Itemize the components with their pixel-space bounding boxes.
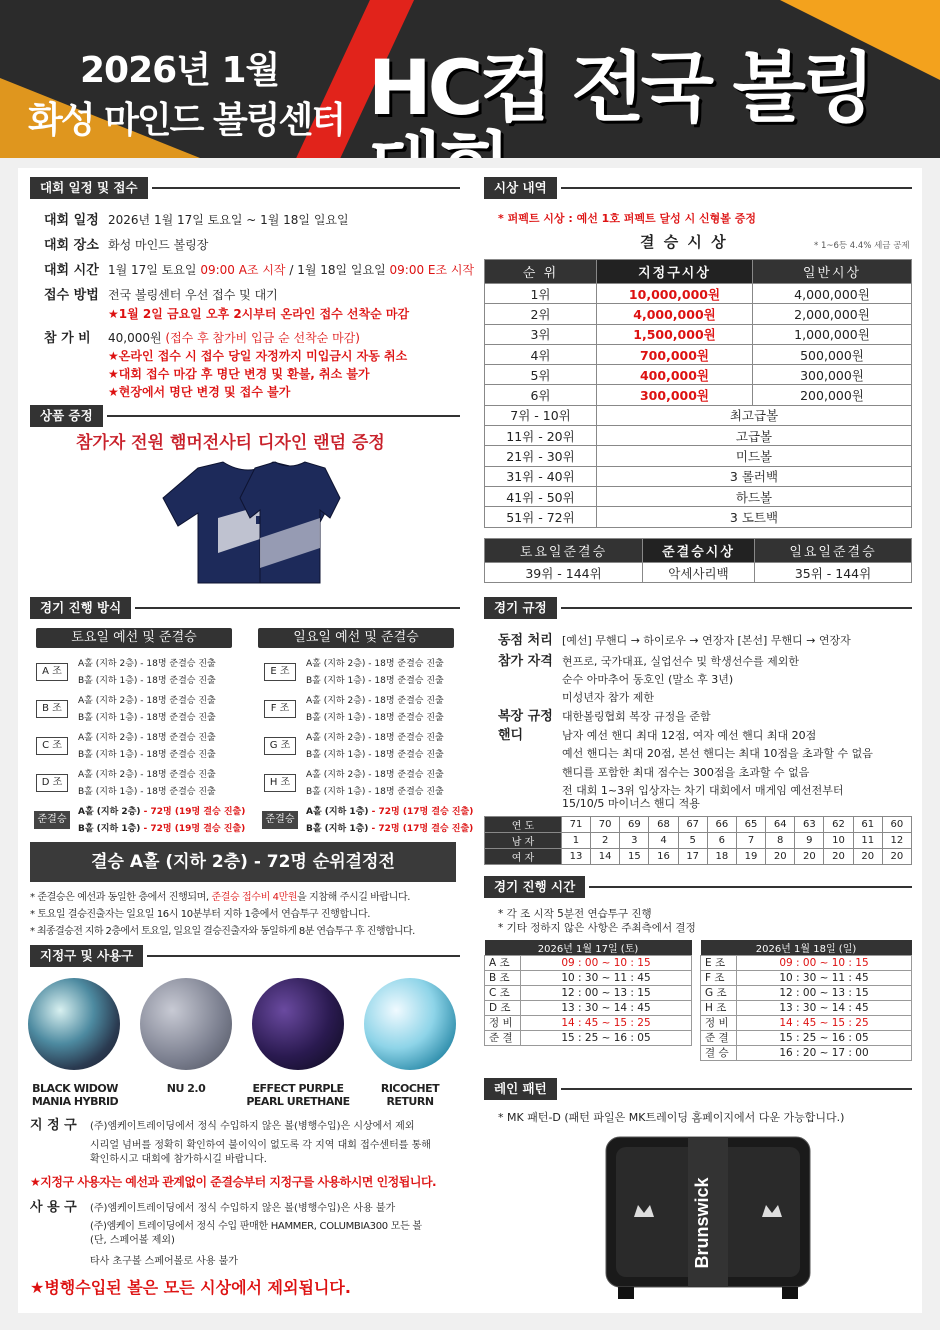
semi-sat-info: A홀 (지하 2층) - 72명 (19명 결승 진출) B홀 (지하 1층) - 72명 (19명 결승 진출) (78, 807, 246, 834)
rule-text: 핸디를 포함한 최대 점수는 300점을 초과할 수 없음 (562, 766, 810, 779)
year-row: 연 도 71 70 69 68 67 66 65 64 63 62 61 60 (485, 817, 912, 833)
prize-title: 결 승 시 상 (640, 233, 728, 251)
rule-qual: 참가 자격 현프로, 국가대표, 실업선수 및 학생선수를 제외한 (498, 654, 799, 669)
table-row: A 조 09 : 00 ~ 10 : 15 (485, 956, 692, 971)
tax-note: * 1~6등 4.4% 세금 공제 (814, 241, 910, 251)
usage-text: (주)엠케이 트레이딩에서 정식 수입 판매한 HAMMER, COLUMBIA300 모든 볼 (90, 1221, 422, 1232)
section-title: 경기 진행 시간 (484, 876, 585, 898)
page-title: HC컵 전국 볼링 (368, 43, 872, 132)
shirt-back-image (240, 458, 340, 588)
rule-text: 전 대회 1~3위 입상자는 차기 대회에서 매게임 예선전부터 (562, 784, 844, 797)
group-tag: E 조 (264, 663, 296, 681)
section-title: 대회 일정 및 접수 (30, 177, 148, 199)
semi-prize-table: 토요일준결승 준결승시상 일요일준결승 39위 - 144위 악세사리백 35위 - 144위 (484, 538, 912, 583)
ball-ricochet (364, 978, 456, 1070)
label: 대회 시간 (44, 263, 99, 278)
male-row: 남 자 1 2 3 4 5 6 7 8 9 10 11 12 (485, 833, 912, 849)
final-banner: 결승 A홀 (지하 2층) - 72명 순위결정전 (30, 842, 456, 882)
ball-effect-purple (252, 978, 344, 1070)
rule-text: 예선 핸디는 최대 20점, 본선 핸디는 최대 10점을 초과할 수 없음 (562, 747, 873, 760)
ball-label: EFFECT PURPLE PEARL URETHANE (246, 1082, 350, 1108)
table-row: 11위 - 20위 고급볼 (485, 426, 912, 446)
machine-brand-text: Brunswick (692, 1177, 712, 1269)
value: 화성 마인드 볼링장 (108, 238, 209, 252)
table-row: C 조 12 : 00 ~ 13 : 15 (485, 986, 692, 1001)
group-c-info: A홀 (지하 2층) - 18명 준결승 진출 B홀 (지하 1층) - 18명 준결승 진출 (78, 733, 216, 760)
time-note: * 각 조 시작 5분전 연습투구 진행 (498, 908, 652, 920)
section-balls (30, 945, 460, 967)
value: / 1월 18일 일요일 (285, 263, 390, 277)
table-row: 결 승 16 : 20 ~ 17 : 00 (701, 1046, 912, 1061)
section-times (484, 876, 912, 898)
time-note: * 기타 정하지 않은 사항은 주최측에서 결정 (498, 922, 696, 934)
fee-note: ★온라인 접수 시 접수 당일 자정까지 미입금시 자동 취소 (108, 349, 408, 363)
ball-label: BLACK WIDOW MANIA HYBRID (31, 1082, 119, 1108)
table-row: 1위 10,000,000원 4,000,000원 (485, 284, 912, 304)
group-a-info: A홀 (지하 2층) - 18명 준결승 진출 B홀 (지하 1층) - 18명 준결승 진출 (78, 659, 216, 686)
header-banner (0, 0, 940, 158)
progress-note: * 토요일 결승진출자는 일요일 16시 10분부터 지하 1층에서 연습투구 진행합니다. (30, 909, 370, 920)
table-row: 준 결 15 : 25 ~ 16 : 05 (701, 1031, 912, 1046)
label: 대회 일정 (44, 213, 99, 228)
section-prizes (484, 177, 912, 199)
schedule-date-row (44, 212, 349, 229)
section-title: 상품 증정 (30, 405, 103, 427)
ball-label: RICOCHET RETURN (380, 1082, 440, 1108)
group-tag: 준결승 (34, 811, 70, 829)
label: 접수 방법 (44, 288, 99, 303)
group-tag: D 조 (36, 774, 68, 792)
usage-row: 사 용 구 (주)엠케이트레이딩에서 정식 수입하지 않은 볼(병행수입)은 사용 불가 (30, 1200, 396, 1215)
table-row: 3위 1,500,000원 1,000,000원 (485, 324, 912, 344)
rule-tie: 동점 처리 [예선] 무핸디 → 하이로우 → 연장자 [본선] 무핸디 → 연장자 (498, 633, 851, 648)
table-row: 51위 - 72위 3 도트백 (485, 507, 912, 527)
table-row: 21위 - 30위 미드볼 (485, 446, 912, 466)
value: 40,000원 (108, 331, 166, 345)
female-row: 여 자 13 14 15 16 17 18 19 20 20 20 20 20 (485, 849, 912, 865)
table-row: 2위 4,000,000원 2,000,000원 (485, 304, 912, 324)
sunday-schedule: 2026년 1월 18일 (일) E 조 09 : 00 ~ 10 : 15 F 조 10 : 30 ~ 11 : 45 G 조 12 : 00 ~ 13 : 15 H 조 13 : 30 ~ 14 : 45 정 비 14 : 45 ~ 15 : 25 준 결 15 : 25 ~ 16 : 05 결 승 16 : 20 ~ 17 : 00 (700, 940, 912, 1061)
section-schedule (30, 177, 460, 199)
table-row: 41위 - 50위 하드볼 (485, 486, 912, 506)
fee-note: ★대회 접수 마감 후 명단 변경 및 환불, 취소 불가 (108, 367, 370, 381)
table-row: E 조 09 : 00 ~ 10 : 15 (701, 956, 912, 971)
usage-text: (단, 스페어볼 제외) (90, 1235, 175, 1246)
schedule-method-note: ★1월 2일 금요일 오후 2시부터 온라인 접수 선착순 마감 (108, 307, 410, 321)
progress-note: * 최종결승전 지하 2층에서 토요일, 일요일 결승진출자와 동일하게 8분 연습투구 후 진행합니다. (30, 926, 415, 937)
table-row: H 조 13 : 30 ~ 14 : 45 (701, 1001, 912, 1016)
group-tag: G 조 (264, 737, 296, 755)
rule-dress: 복장 규정 대한볼링협회 복장 규정을 준함 (498, 709, 711, 724)
sunday-title: 일요일 예선 및 준결승 (258, 628, 454, 648)
section-gift (30, 405, 460, 427)
gift-text: 참가자 전원 햄머전사티 디자인 랜덤 증정 (76, 433, 385, 453)
label: 대회 장소 (44, 238, 99, 253)
label: 참 가 비 (44, 331, 91, 346)
designated-text: 확인하시고 대회에 참가하시길 바랍니다. (90, 1154, 267, 1165)
group-tag: B 조 (36, 700, 68, 718)
schedule-time-row (44, 262, 474, 279)
table-row: 5위 400,000원 300,000원 (485, 365, 912, 385)
table-row: 4위 700,000원 500,000원 (485, 344, 912, 364)
group-tag: H 조 (264, 774, 296, 792)
group-tag: F 조 (264, 700, 296, 718)
section-title: 경기 진행 방식 (30, 597, 131, 619)
table-row: B 조 10 : 30 ~ 11 : 45 (485, 971, 692, 986)
table-row: 준 결 15 : 25 ~ 16 : 05 (485, 1031, 692, 1046)
handicap-year-table (484, 816, 912, 865)
group-tag: 준결승 (262, 811, 298, 829)
table-row: 6위 300,000원 200,000원 (485, 385, 912, 405)
saturday-schedule: 2026년 1월 17일 (토) A 조 09 : 00 ~ 10 : 15 B 조 10 : 30 ~ 11 : 45 C 조 12 : 00 ~ 13 : 15 D 조 13 : 30 ~ 14 : 45 정 비 14 : 45 ~ 15 : 25 준 결 15 : 25 ~ 16 : 05 (484, 940, 692, 1046)
table-row: 정 비 14 : 45 ~ 15 : 25 (485, 1016, 692, 1031)
rule-text: 순수 아마추어 동호인 (말소 후 3년) (562, 673, 734, 686)
group-tag: A 조 (36, 663, 68, 681)
header-venue: 화성 마인드 볼링센터 (28, 100, 345, 141)
progress-note: * 준결승은 예선과 동일한 층에서 진행되며, 준결승 접수비 4만원을 지참해 주시길 바랍니다. (30, 892, 411, 903)
table-row: 39위 - 144위 악세사리백 35위 - 144위 (485, 563, 912, 583)
perfect-note: * 퍼펙트 시상 : 예선 1호 퍼펙트 달성 시 신형볼 증정 (498, 212, 756, 225)
ball-nu (140, 978, 232, 1070)
ball-black-widow (28, 978, 120, 1070)
section-title: 시상 내역 (484, 177, 557, 199)
designated-text: 시리얼 넘버를 정확히 확인하여 불이익이 없도록 각 지역 대회 접수센터를 통해 (90, 1140, 431, 1151)
rule-text: 미성년자 참가 제한 (562, 691, 655, 704)
group-e-info: A홀 (지하 2층) - 18명 준결승 진출 B홀 (지하 1층) - 18명 준결승 진출 (306, 659, 444, 686)
value: 1월 17일 토요일 (108, 263, 201, 277)
group-tag: C 조 (36, 737, 68, 755)
header-date: 2026년 1월 (80, 50, 280, 91)
rule-text: 15/10/5 마이너스 핸디 적용 (562, 797, 700, 810)
value-red: (접수 후 참가비 입금 순 선착순 마감) (165, 331, 360, 345)
value: 전국 볼링센터 우선 접수 및 대기 (108, 288, 278, 302)
group-b-info: A홀 (지하 2층) - 18명 준결승 진출 B홀 (지하 1층) - 18명 준결승 진출 (78, 696, 216, 723)
group-f-info: A홀 (지하 2층) - 18명 준결승 진출 B홀 (지하 1층) - 18명 준결승 진출 (306, 696, 444, 723)
semi-sun-info: A홀 (지하 1층) - 72명 (17명 결승 진출) B홀 (지하 1층) - 72명 (17명 결승 진출) (306, 807, 474, 834)
designated-row: 지 정 구 (주)엠케이트레이딩에서 정식 수입하지 않은 볼(병행수입)은 시상에서 제외 (30, 1118, 415, 1133)
table-row: 31위 - 40위 3 롤러백 (485, 466, 912, 486)
table-row: D 조 13 : 30 ~ 14 : 45 (485, 1001, 692, 1016)
section-title: 레인 패턴 (484, 1078, 557, 1100)
section-title: 경기 규정 (484, 597, 557, 619)
value-red: 09:00 A조 시작 (200, 263, 286, 277)
value: 2026년 1월 17일 토요일 ~ 1월 18일 일요일 (108, 213, 349, 227)
section-title: 지정구 및 사용구 (30, 945, 143, 967)
group-g-info: A홀 (지하 2층) - 18명 준결승 진출 B홀 (지하 1층) - 18명 준결승 진출 (306, 733, 444, 760)
saturday-title: 토요일 예선 및 준결승 (36, 628, 232, 648)
section-lane (484, 1078, 912, 1100)
schedule-venue-row (44, 237, 208, 254)
designated-note: ★지정구 사용자는 예선과 관계없이 준결승부터 지정구를 사용하시면 인정됩니다. (30, 1175, 437, 1189)
lane-machine-image (598, 1133, 818, 1303)
value-red: 09:00 E조 시작 (389, 263, 475, 277)
schedule-fee-row (44, 330, 360, 347)
ball-label: NU 2.0 (166, 1082, 206, 1095)
prize-table: 순 위 지정구시상 일반시상 1위 10,000,000원 4,000,000원 2위 4,000,000원 2,000,000원 3위 1,500,000원 1,000,000원 4위 700,000원 500,000원 5위 400,000원 300,000원 6위 300,000원 200,000원 7위 - 10위 최고급볼 11위 - 20위 고급볼 21위 - 30위 미드볼 31위 - 40위 3 롤러백 41위 - 50위 하드볼 51위 - 72위 3 도트백 (484, 259, 912, 528)
section-rules (484, 597, 912, 619)
table-row: G 조 12 : 00 ~ 13 : 15 (701, 986, 912, 1001)
table-row: 정 비 14 : 45 ~ 15 : 25 (701, 1016, 912, 1031)
schedule-method-row (44, 287, 278, 304)
lane-note: * MK 패턴-D (패턴 파일은 MK트레이딩 홈페이지에서 다운 가능합니다.) (498, 1111, 845, 1124)
table-row: F 조 10 : 30 ~ 11 : 45 (701, 971, 912, 986)
fee-note: ★현장에서 명단 변경 및 접수 불가 (108, 385, 291, 399)
group-h-info: A홀 (지하 2층) - 18명 준결승 진출 B홀 (지하 1층) - 18명 준결승 진출 (306, 770, 444, 797)
final-note: ★병행수입된 볼은 모든 시상에서 제외됩니다. (30, 1278, 351, 1297)
usage-text: 타사 초구볼 스페어볼로 사용 불가 (90, 1256, 238, 1267)
rule-handi: 핸디 남자 예선 핸디 최대 12점, 여자 예선 핸디 최대 20점 (498, 728, 817, 743)
group-d-info: A홀 (지하 2층) - 18명 준결승 진출 B홀 (지하 1층) - 18명 준결승 진출 (78, 770, 216, 797)
table-row: 7위 - 10위 최고급볼 (485, 405, 912, 425)
section-progress (30, 597, 460, 619)
